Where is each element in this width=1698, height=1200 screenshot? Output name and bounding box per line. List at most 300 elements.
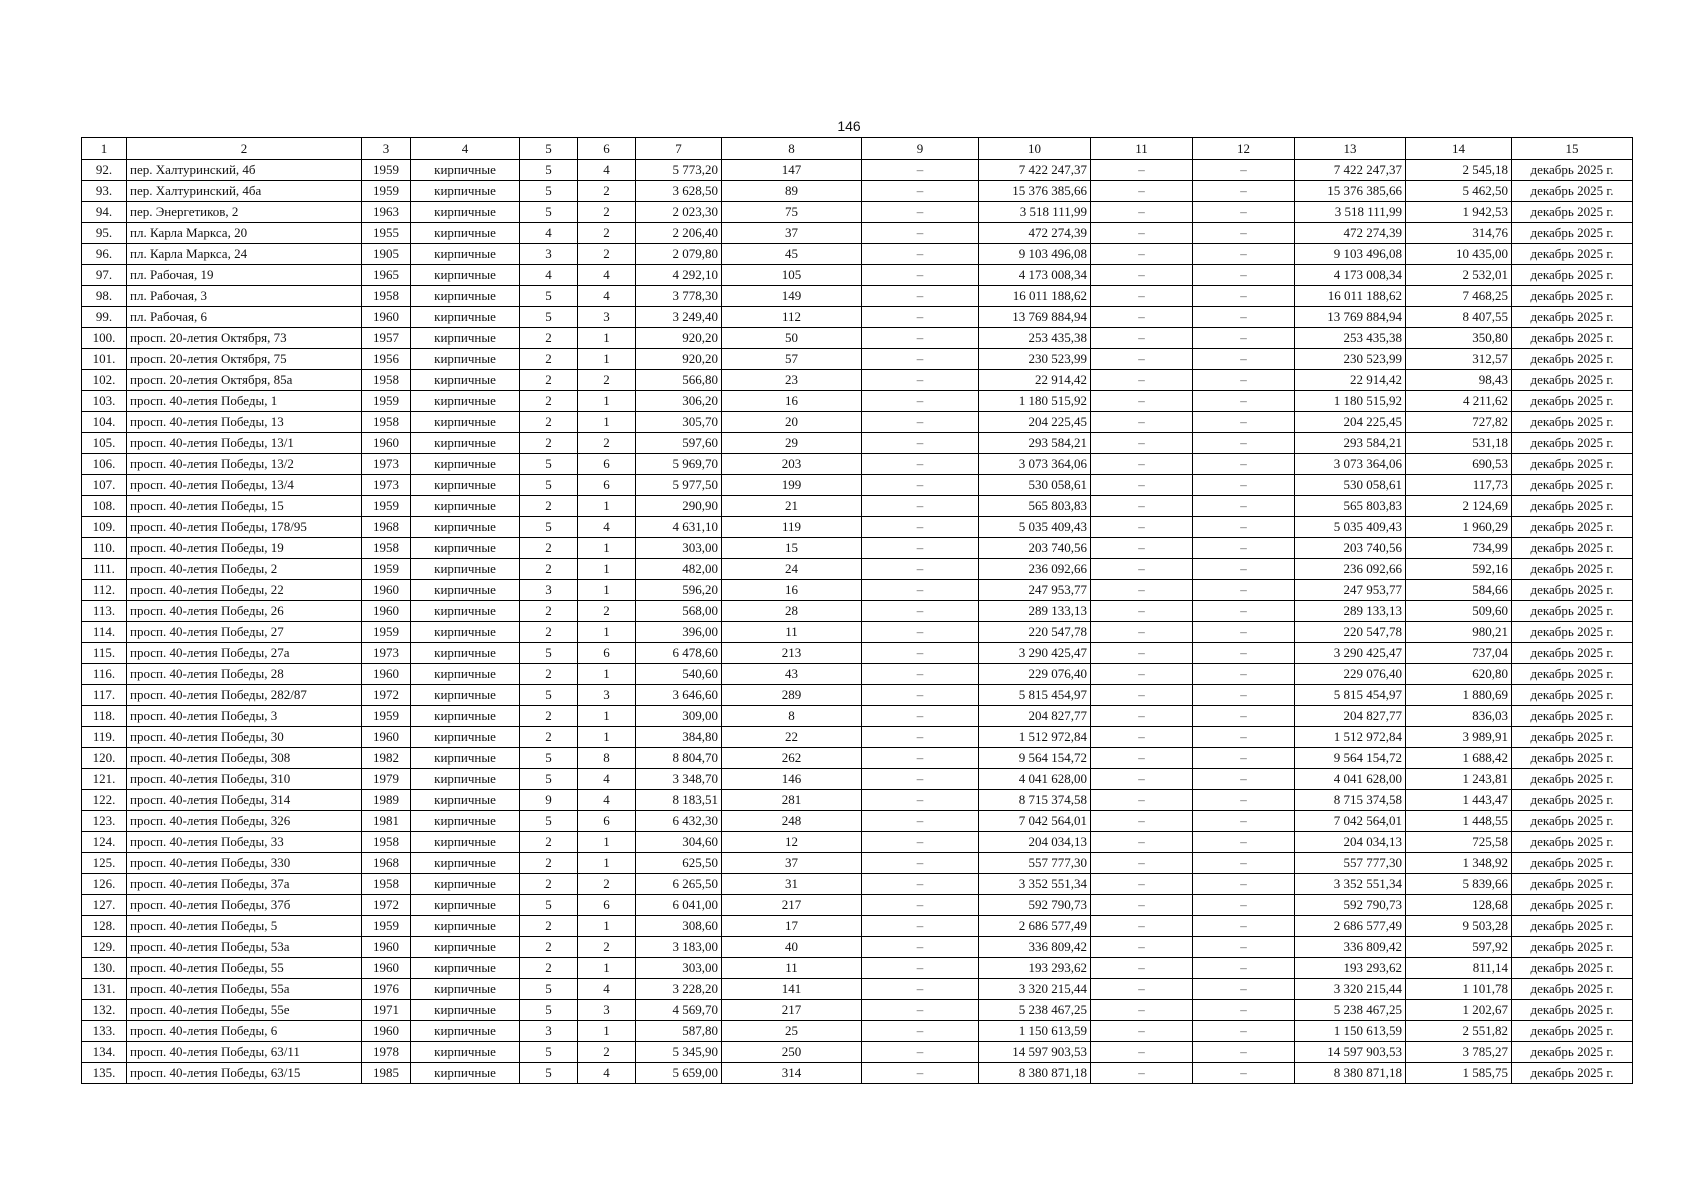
table-cell: –	[1091, 853, 1193, 874]
table-cell: 336 809,42	[979, 937, 1091, 958]
table-cell: 101.	[82, 349, 127, 370]
table-cell: 1959	[362, 706, 411, 727]
table-cell: –	[1193, 391, 1295, 412]
table-cell: 304,60	[636, 832, 722, 853]
table-cell: 204 225,45	[1295, 412, 1406, 433]
table-cell: –	[1193, 769, 1295, 790]
table-cell: 16 011 188,62	[1295, 286, 1406, 307]
table-cell: декабрь 2025 г.	[1512, 916, 1633, 937]
table-cell: 2	[578, 223, 636, 244]
column-number-header: 11	[1091, 138, 1193, 160]
table-cell: 1	[578, 853, 636, 874]
table-cell: 734,99	[1406, 538, 1512, 559]
table-cell: 6	[578, 811, 636, 832]
table-cell: 14 597 903,53	[1295, 1042, 1406, 1063]
table-cell: 4	[578, 517, 636, 538]
table-row	[82, 601, 1633, 622]
address-cell: просп. 20-летия Октября, 75	[127, 349, 362, 370]
table-cell: 5	[520, 811, 578, 832]
table-cell: 4	[578, 979, 636, 1000]
table-cell: 3 352 551,34	[979, 874, 1091, 895]
table-cell: 2	[520, 706, 578, 727]
table-cell: кирпичные	[411, 664, 520, 685]
table-cell: –	[1091, 475, 1193, 496]
table-cell: 4 292,10	[636, 265, 722, 286]
table-cell: 1973	[362, 454, 411, 475]
table-row	[82, 937, 1633, 958]
table-cell: кирпичные	[411, 370, 520, 391]
table-cell: –	[1091, 727, 1193, 748]
table-cell: 1 443,47	[1406, 790, 1512, 811]
table-cell: –	[862, 370, 979, 391]
table-cell: кирпичные	[411, 622, 520, 643]
table-cell: 5 815 454,97	[1295, 685, 1406, 706]
table-cell: 836,03	[1406, 706, 1512, 727]
table-cell: кирпичные	[411, 706, 520, 727]
table-cell: –	[1091, 286, 1193, 307]
table-cell: 305,70	[636, 412, 722, 433]
table-cell: декабрь 2025 г.	[1512, 202, 1633, 223]
table-cell: декабрь 2025 г.	[1512, 160, 1633, 181]
table-cell: 220 547,78	[979, 622, 1091, 643]
table-cell: 106.	[82, 454, 127, 475]
table-cell: 1959	[362, 181, 411, 202]
address-cell: пер. Энергетиков, 2	[127, 202, 362, 223]
table-cell: 8 407,55	[1406, 307, 1512, 328]
table-cell: 31	[722, 874, 862, 895]
table-cell: 113.	[82, 601, 127, 622]
table-cell: 1 960,29	[1406, 517, 1512, 538]
address-cell: просп. 40-летия Победы, 27а	[127, 643, 362, 664]
table-cell: 204 034,13	[1295, 832, 1406, 853]
table-cell: –	[862, 916, 979, 937]
table-cell: 203 740,56	[979, 538, 1091, 559]
table-cell: кирпичные	[411, 244, 520, 265]
table-cell: –	[862, 328, 979, 349]
table-cell: 6	[578, 454, 636, 475]
table-cell: 1955	[362, 223, 411, 244]
table-cell: –	[1193, 202, 1295, 223]
table-cell: 1959	[362, 622, 411, 643]
table-cell: 1960	[362, 937, 411, 958]
column-number-header: 1	[82, 138, 127, 160]
table-cell: –	[1193, 160, 1295, 181]
table-cell: –	[862, 160, 979, 181]
address-cell: пл. Рабочая, 19	[127, 265, 362, 286]
table-cell: 230 523,99	[1295, 349, 1406, 370]
table-cell: 1959	[362, 391, 411, 412]
table-cell: 6	[578, 643, 636, 664]
table-cell: 110.	[82, 538, 127, 559]
table-cell: кирпичные	[411, 517, 520, 538]
table-cell: –	[1091, 643, 1193, 664]
table-row	[82, 328, 1633, 349]
table-cell: 16	[722, 580, 862, 601]
table-cell: 21	[722, 496, 862, 517]
table-cell: –	[1193, 706, 1295, 727]
table-cell: 22	[722, 727, 862, 748]
table-cell: –	[1193, 895, 1295, 916]
table-cell: декабрь 2025 г.	[1512, 853, 1633, 874]
table-cell: 5	[520, 979, 578, 1000]
table-cell: 2	[520, 958, 578, 979]
table-cell: 1965	[362, 265, 411, 286]
table-cell: 1978	[362, 1042, 411, 1063]
table-cell: 1 243,81	[1406, 769, 1512, 790]
table-cell: –	[862, 181, 979, 202]
table-cell: 1 202,67	[1406, 1000, 1512, 1021]
table-cell: декабрь 2025 г.	[1512, 1063, 1633, 1084]
table-cell: кирпичные	[411, 538, 520, 559]
table-cell: 312,57	[1406, 349, 1512, 370]
table-row	[82, 223, 1633, 244]
table-cell: 5	[520, 1000, 578, 1021]
address-cell: просп. 40-летия Победы, 22	[127, 580, 362, 601]
table-cell: 396,00	[636, 622, 722, 643]
table-cell: 5	[520, 769, 578, 790]
table-cell: 4 211,62	[1406, 391, 1512, 412]
table-cell: –	[862, 517, 979, 538]
table-cell: 2	[578, 202, 636, 223]
table-cell: –	[1091, 307, 1193, 328]
table-cell: 350,80	[1406, 328, 1512, 349]
table-cell: 128.	[82, 916, 127, 937]
table-cell: декабрь 2025 г.	[1512, 790, 1633, 811]
address-cell: просп. 40-летия Победы, 53а	[127, 937, 362, 958]
table-cell: декабрь 2025 г.	[1512, 181, 1633, 202]
table-cell: –	[862, 286, 979, 307]
table-cell: 141	[722, 979, 862, 1000]
address-cell: пер. Халтуринский, 4б	[127, 160, 362, 181]
table-cell: 10 435,00	[1406, 244, 1512, 265]
table-cell: 199	[722, 475, 862, 496]
table-cell: кирпичные	[411, 769, 520, 790]
table-cell: 17	[722, 916, 862, 937]
table-cell: 1	[578, 412, 636, 433]
table-cell: 920,20	[636, 328, 722, 349]
table-cell: 236 092,66	[1295, 559, 1406, 580]
table-cell: 597,92	[1406, 937, 1512, 958]
table-cell: 121.	[82, 769, 127, 790]
address-cell: просп. 40-летия Победы, 308	[127, 748, 362, 769]
table-cell: 220 547,78	[1295, 622, 1406, 643]
table-cell: –	[862, 874, 979, 895]
table-cell: 2	[520, 622, 578, 643]
table-cell: декабрь 2025 г.	[1512, 769, 1633, 790]
table-cell: –	[1091, 895, 1193, 916]
table-cell: 293 584,21	[1295, 433, 1406, 454]
table-cell: декабрь 2025 г.	[1512, 1042, 1633, 1063]
table-cell: 5	[520, 1042, 578, 1063]
table-cell: –	[1193, 727, 1295, 748]
table-cell: 117.	[82, 685, 127, 706]
table-cell: –	[862, 706, 979, 727]
table-cell: 75	[722, 202, 862, 223]
table-cell: –	[862, 475, 979, 496]
table-cell: декабрь 2025 г.	[1512, 433, 1633, 454]
table-cell: 1982	[362, 748, 411, 769]
table-cell: 45	[722, 244, 862, 265]
table-cell: –	[862, 202, 979, 223]
table-cell: –	[862, 958, 979, 979]
table-cell: 5	[520, 685, 578, 706]
table-cell: –	[1193, 496, 1295, 517]
table-cell: –	[1091, 811, 1193, 832]
table-cell: 99.	[82, 307, 127, 328]
table-cell: 96.	[82, 244, 127, 265]
table-row	[82, 622, 1633, 643]
table-cell: –	[1091, 265, 1193, 286]
table-cell: –	[1091, 748, 1193, 769]
table-cell: 1985	[362, 1063, 411, 1084]
table-cell: 289 133,13	[979, 601, 1091, 622]
table-cell: 1	[578, 664, 636, 685]
table-cell: 592 790,73	[979, 895, 1091, 916]
table-cell: 3 778,30	[636, 286, 722, 307]
table-cell: декабрь 2025 г.	[1512, 601, 1633, 622]
table-cell: –	[1091, 244, 1193, 265]
table-cell: 146	[722, 769, 862, 790]
table-cell: кирпичные	[411, 748, 520, 769]
table-cell: декабрь 2025 г.	[1512, 412, 1633, 433]
table-cell: 4 041 628,00	[1295, 769, 1406, 790]
table-cell: –	[862, 454, 979, 475]
table-cell: 230 523,99	[979, 349, 1091, 370]
table-cell: 1 348,92	[1406, 853, 1512, 874]
table-cell: –	[862, 769, 979, 790]
table-row	[82, 580, 1633, 601]
table-cell: 1	[578, 559, 636, 580]
table-cell: кирпичные	[411, 1042, 520, 1063]
column-number-header: 5	[520, 138, 578, 160]
table-cell: 213	[722, 643, 862, 664]
table-cell: декабрь 2025 г.	[1512, 664, 1633, 685]
table-cell: 2	[578, 1042, 636, 1063]
table-cell: 540,60	[636, 664, 722, 685]
table-cell: –	[1193, 559, 1295, 580]
address-cell: просп. 40-летия Победы, 63/11	[127, 1042, 362, 1063]
table-cell: 4 173 008,34	[979, 265, 1091, 286]
table-cell: –	[862, 979, 979, 1000]
table-cell: 93.	[82, 181, 127, 202]
address-cell: просп. 40-летия Победы, 19	[127, 538, 362, 559]
table-cell: 24	[722, 559, 862, 580]
table-cell: 2 023,30	[636, 202, 722, 223]
table-cell: –	[1091, 433, 1193, 454]
table-cell: –	[862, 601, 979, 622]
table-cell: 1960	[362, 433, 411, 454]
table-cell: 5	[520, 202, 578, 223]
table-cell: декабрь 2025 г.	[1512, 349, 1633, 370]
table-cell: –	[862, 307, 979, 328]
table-cell: 4	[578, 160, 636, 181]
table-cell: 6 478,60	[636, 643, 722, 664]
table-cell: 336 809,42	[1295, 937, 1406, 958]
table-cell: 565 803,83	[1295, 496, 1406, 517]
table-cell: 193 293,62	[1295, 958, 1406, 979]
table-cell: 2 545,18	[1406, 160, 1512, 181]
table-cell: 3 352 551,34	[1295, 874, 1406, 895]
table-cell: 737,04	[1406, 643, 1512, 664]
table-cell: 303,00	[636, 538, 722, 559]
table-cell: –	[862, 1042, 979, 1063]
address-cell: просп. 40-летия Победы, 282/87	[127, 685, 362, 706]
table-row	[82, 391, 1633, 412]
table-cell: 107.	[82, 475, 127, 496]
address-cell: просп. 40-летия Победы, 310	[127, 769, 362, 790]
table-cell: 3	[578, 307, 636, 328]
buildings-table	[81, 137, 1633, 1084]
table-cell: 1 942,53	[1406, 202, 1512, 223]
address-cell: просп. 40-летия Победы, 13/4	[127, 475, 362, 496]
table-cell: кирпичные	[411, 559, 520, 580]
table-row	[82, 958, 1633, 979]
table-cell: 115.	[82, 643, 127, 664]
table-cell: 587,80	[636, 1021, 722, 1042]
table-cell: –	[862, 811, 979, 832]
table-cell: 2	[578, 937, 636, 958]
table-cell: 5 345,90	[636, 1042, 722, 1063]
table-cell: 625,50	[636, 853, 722, 874]
table-cell: –	[1193, 853, 1295, 874]
table-cell: 1960	[362, 580, 411, 601]
table-row	[82, 727, 1633, 748]
table-cell: 2	[520, 433, 578, 454]
table-cell: –	[1193, 517, 1295, 538]
table-header-row	[82, 138, 1633, 160]
table-cell: декабрь 2025 г.	[1512, 874, 1633, 895]
table-cell: –	[862, 265, 979, 286]
table-cell: 2	[520, 370, 578, 391]
table-cell: 281	[722, 790, 862, 811]
table-cell: 3 518 111,99	[1295, 202, 1406, 223]
table-cell: 104.	[82, 412, 127, 433]
table-cell: –	[1193, 244, 1295, 265]
table-cell: 203	[722, 454, 862, 475]
table-cell: –	[862, 223, 979, 244]
table-cell: 3 646,60	[636, 685, 722, 706]
table-row	[82, 181, 1633, 202]
table-cell: декабрь 2025 г.	[1512, 685, 1633, 706]
table-cell: –	[862, 853, 979, 874]
address-cell: просп. 40-летия Победы, 37а	[127, 874, 362, 895]
table-cell: –	[1193, 790, 1295, 811]
table-cell: кирпичные	[411, 1063, 520, 1084]
table-cell: –	[1091, 685, 1193, 706]
table-cell: 20	[722, 412, 862, 433]
table-cell: 9 103 496,08	[1295, 244, 1406, 265]
table-cell: 4	[578, 1063, 636, 1084]
table-cell: –	[862, 832, 979, 853]
table-cell: –	[1091, 664, 1193, 685]
table-cell: –	[1193, 1042, 1295, 1063]
table-cell: 1960	[362, 727, 411, 748]
table-cell: –	[1091, 790, 1193, 811]
table-cell: 1956	[362, 349, 411, 370]
table-cell: 5	[520, 160, 578, 181]
table-cell: 112.	[82, 580, 127, 601]
table-cell: 2 079,80	[636, 244, 722, 265]
table-cell: 97.	[82, 265, 127, 286]
table-cell: 2 686 577,49	[979, 916, 1091, 937]
table-cell: 248	[722, 811, 862, 832]
table-cell: 811,14	[1406, 958, 1512, 979]
table-cell: 597,60	[636, 433, 722, 454]
table-cell: –	[1193, 328, 1295, 349]
address-cell: просп. 40-летия Победы, 27	[127, 622, 362, 643]
table-cell: 6 041,00	[636, 895, 722, 916]
table-cell: 2 206,40	[636, 223, 722, 244]
column-number-header: 13	[1295, 138, 1406, 160]
page-number: 146	[837, 118, 861, 134]
table-cell: 5	[520, 643, 578, 664]
table-cell: кирпичные	[411, 958, 520, 979]
table-cell: –	[1091, 769, 1193, 790]
table-cell: –	[1193, 811, 1295, 832]
table-row	[82, 202, 1633, 223]
table-cell: 1 585,75	[1406, 1063, 1512, 1084]
table-cell: 7 042 564,01	[1295, 811, 1406, 832]
table-cell: кирпичные	[411, 433, 520, 454]
table-cell: 1989	[362, 790, 411, 811]
column-number-header: 8	[722, 138, 862, 160]
table-cell: 1958	[362, 370, 411, 391]
table-cell: 530 058,61	[979, 475, 1091, 496]
table-cell: –	[1091, 223, 1193, 244]
table-cell: 1959	[362, 916, 411, 937]
table-cell: кирпичные	[411, 349, 520, 370]
table-cell: 4	[578, 286, 636, 307]
table-cell: кирпичные	[411, 328, 520, 349]
table-row	[82, 706, 1633, 727]
table-cell: 92.	[82, 160, 127, 181]
table-cell: 15 376 385,66	[979, 181, 1091, 202]
table-cell: 117,73	[1406, 475, 1512, 496]
address-cell: просп. 40-летия Победы, 26	[127, 601, 362, 622]
table-cell: 105	[722, 265, 862, 286]
table-cell: 1 512 972,84	[1295, 727, 1406, 748]
table-cell: 1963	[362, 202, 411, 223]
table-cell: 5	[520, 307, 578, 328]
table-cell: 3 518 111,99	[979, 202, 1091, 223]
table-cell: 6	[578, 895, 636, 916]
table-cell: 3	[578, 685, 636, 706]
table-row	[82, 160, 1633, 181]
table-cell: 193 293,62	[979, 958, 1091, 979]
table-cell: 2 686 577,49	[1295, 916, 1406, 937]
table-cell: 8 380 871,18	[979, 1063, 1091, 1084]
table-cell: 126.	[82, 874, 127, 895]
table-row	[82, 433, 1633, 454]
table-cell: 2	[520, 664, 578, 685]
address-cell: просп. 40-летия Победы, 6	[127, 1021, 362, 1042]
table-cell: 2	[520, 601, 578, 622]
table-cell: декабрь 2025 г.	[1512, 391, 1633, 412]
table-cell: 1959	[362, 160, 411, 181]
table-cell: декабрь 2025 г.	[1512, 1000, 1633, 1021]
table-cell: –	[1193, 433, 1295, 454]
table-cell: 14 597 903,53	[979, 1042, 1091, 1063]
table-cell: –	[1193, 412, 1295, 433]
table-cell: –	[1193, 622, 1295, 643]
table-cell: 1960	[362, 958, 411, 979]
table-cell: 112	[722, 307, 862, 328]
table-cell: декабрь 2025 г.	[1512, 958, 1633, 979]
table-cell: 133.	[82, 1021, 127, 1042]
table-cell: 229 076,40	[1295, 664, 1406, 685]
table-cell: 204 225,45	[979, 412, 1091, 433]
table-row	[82, 790, 1633, 811]
